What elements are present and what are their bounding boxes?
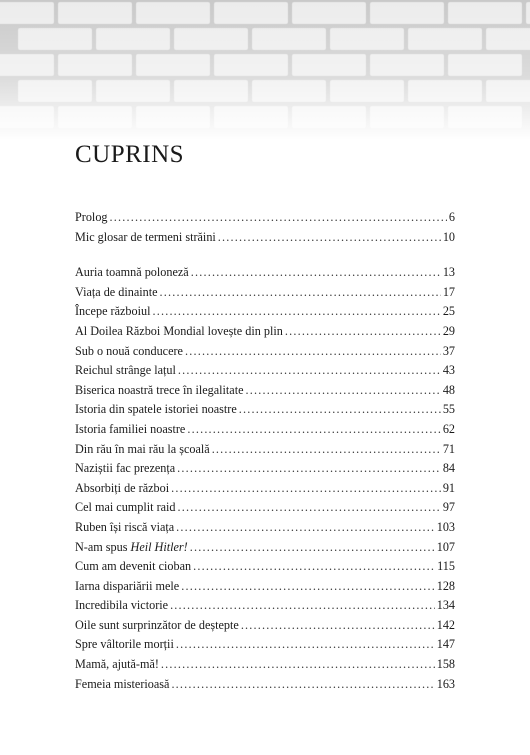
toc-page-number: 71 xyxy=(442,441,455,456)
toc-entry-title: Viața de dinainte xyxy=(75,284,158,299)
dot-leader xyxy=(110,208,447,228)
dot-leader xyxy=(193,557,435,577)
dot-leader xyxy=(246,381,441,401)
toc-page-number: 6 xyxy=(448,210,455,224)
dot-leader xyxy=(187,420,440,440)
dot-leader xyxy=(185,342,441,362)
toc-entry[interactable] xyxy=(75,283,455,303)
brick-wall-header xyxy=(0,0,530,140)
toc-page-number: 158 xyxy=(436,657,455,672)
toc-group-gap xyxy=(75,247,455,263)
dot-leader xyxy=(285,322,441,342)
toc-entry[interactable] xyxy=(75,400,455,420)
toc-entry-title: Al Doilea Război Mondial lovește din plin xyxy=(75,323,283,338)
toc-entry[interactable] xyxy=(75,635,455,655)
toc-entry[interactable] xyxy=(75,322,455,342)
toc-entry[interactable] xyxy=(75,342,455,362)
toc-entry[interactable] xyxy=(75,459,455,479)
toc-entry[interactable] xyxy=(75,538,455,558)
toc-entry[interactable] xyxy=(75,596,455,616)
toc-entry[interactable] xyxy=(75,655,455,675)
toc-entry-title: Sub o nouă conducere xyxy=(75,343,183,358)
dot-leader xyxy=(212,440,441,460)
toc-entry[interactable] xyxy=(75,616,455,636)
toc-entry-title: Biserica noastră trece în ilegalitate xyxy=(75,382,244,397)
toc-entry-title: Ruben își riscă viața xyxy=(75,519,175,534)
toc-page-number: 43 xyxy=(442,363,455,378)
toc-entry[interactable] xyxy=(75,498,455,518)
toc-entry-title: Absorbiți de război xyxy=(75,480,170,495)
toc-page-number: 13 xyxy=(442,265,455,280)
toc-page-number: 142 xyxy=(436,617,455,632)
toc-entry-title: Din rău în mai rău la școală xyxy=(75,441,210,456)
toc-entry[interactable] xyxy=(75,302,455,322)
dot-leader xyxy=(170,596,435,616)
toc-entry[interactable] xyxy=(75,208,455,228)
toc-page-number: 134 xyxy=(436,598,455,613)
dot-leader xyxy=(177,459,441,479)
dot-leader xyxy=(171,479,441,499)
page-title: CUPRINS xyxy=(75,141,185,168)
toc-entry-title: Auria toamnă poloneză xyxy=(75,265,189,280)
toc-entry-title: Oile sunt surprinzător de deștepte xyxy=(75,617,239,632)
toc-entry-title: Incredibila victorie xyxy=(75,598,169,613)
dot-leader xyxy=(191,263,441,283)
toc-entry[interactable] xyxy=(75,361,455,381)
toc-page-number: 115 xyxy=(437,559,455,574)
toc-entry-title: Femeia misterioasă xyxy=(75,676,170,691)
toc-entry-title: Cel mai cumplit raid xyxy=(75,500,176,515)
dot-leader xyxy=(176,635,435,655)
toc-entry[interactable] xyxy=(75,440,455,460)
toc-page-number: 17 xyxy=(442,284,455,299)
toc-entry-title: Naziștii fac prezența xyxy=(75,461,176,476)
dot-leader xyxy=(241,616,435,636)
dot-leader xyxy=(178,361,441,381)
dot-leader xyxy=(239,400,441,420)
toc-page-number: 55 xyxy=(442,402,455,417)
toc-entry-title: Iarna dispariării mele xyxy=(75,578,180,593)
dot-leader xyxy=(178,498,441,518)
dot-leader xyxy=(171,675,434,695)
toc-page-number: 48 xyxy=(442,382,455,397)
toc-entry-title: Mic glosar de termeni străini xyxy=(75,229,216,244)
dot-leader xyxy=(161,655,435,675)
toc-entry[interactable] xyxy=(75,420,455,440)
dot-leader xyxy=(160,283,441,303)
dot-leader xyxy=(152,302,440,322)
toc-page-number: 147 xyxy=(436,637,455,652)
toc-entry-title: Cum am devenit cioban xyxy=(75,559,192,574)
toc-entry-title: Spre vâltorile morții xyxy=(75,637,174,652)
dot-leader xyxy=(190,538,435,558)
toc-entry-title: Istoria din spatele istoriei noastre xyxy=(75,402,237,417)
toc-page-number: 91 xyxy=(442,480,455,495)
toc-page-number: 62 xyxy=(442,421,455,436)
toc-entry-title: Reichul strânge lațul xyxy=(75,363,176,378)
toc-entry[interactable] xyxy=(75,381,455,401)
toc-page-number: 84 xyxy=(442,461,455,476)
dot-leader xyxy=(181,577,435,597)
toc-page-number: 10 xyxy=(442,229,455,244)
toc-page-number: 25 xyxy=(442,304,455,319)
dot-leader xyxy=(218,228,441,248)
toc-page-number: 128 xyxy=(436,578,455,593)
toc-entry[interactable] xyxy=(75,518,455,538)
toc-entry-title: Istoria familiei noastre xyxy=(75,421,186,436)
toc-entry-title: Prolog xyxy=(75,210,108,224)
toc-entry[interactable] xyxy=(75,263,455,283)
toc-entry-title: Începe războiul xyxy=(75,304,151,319)
toc-entry[interactable] xyxy=(75,577,455,597)
toc-page-number: 107 xyxy=(436,539,455,554)
toc-entry-title: Mamă, ajută-mă! xyxy=(75,657,159,672)
toc-entry[interactable] xyxy=(75,479,455,499)
toc-page-number: 37 xyxy=(442,343,455,358)
toc-entry[interactable] xyxy=(75,675,455,695)
toc-page-number: 103 xyxy=(436,519,455,534)
toc-entry[interactable] xyxy=(75,228,455,248)
dot-leader xyxy=(176,518,435,538)
toc-entry[interactable] xyxy=(75,557,455,577)
toc-page-number: 29 xyxy=(442,323,455,338)
table-of-contents xyxy=(75,208,455,694)
toc-entry-title: N-am spus Heil Hitler! xyxy=(75,539,188,554)
toc-page-number: 97 xyxy=(442,500,455,515)
toc-page-number: 163 xyxy=(436,676,455,691)
